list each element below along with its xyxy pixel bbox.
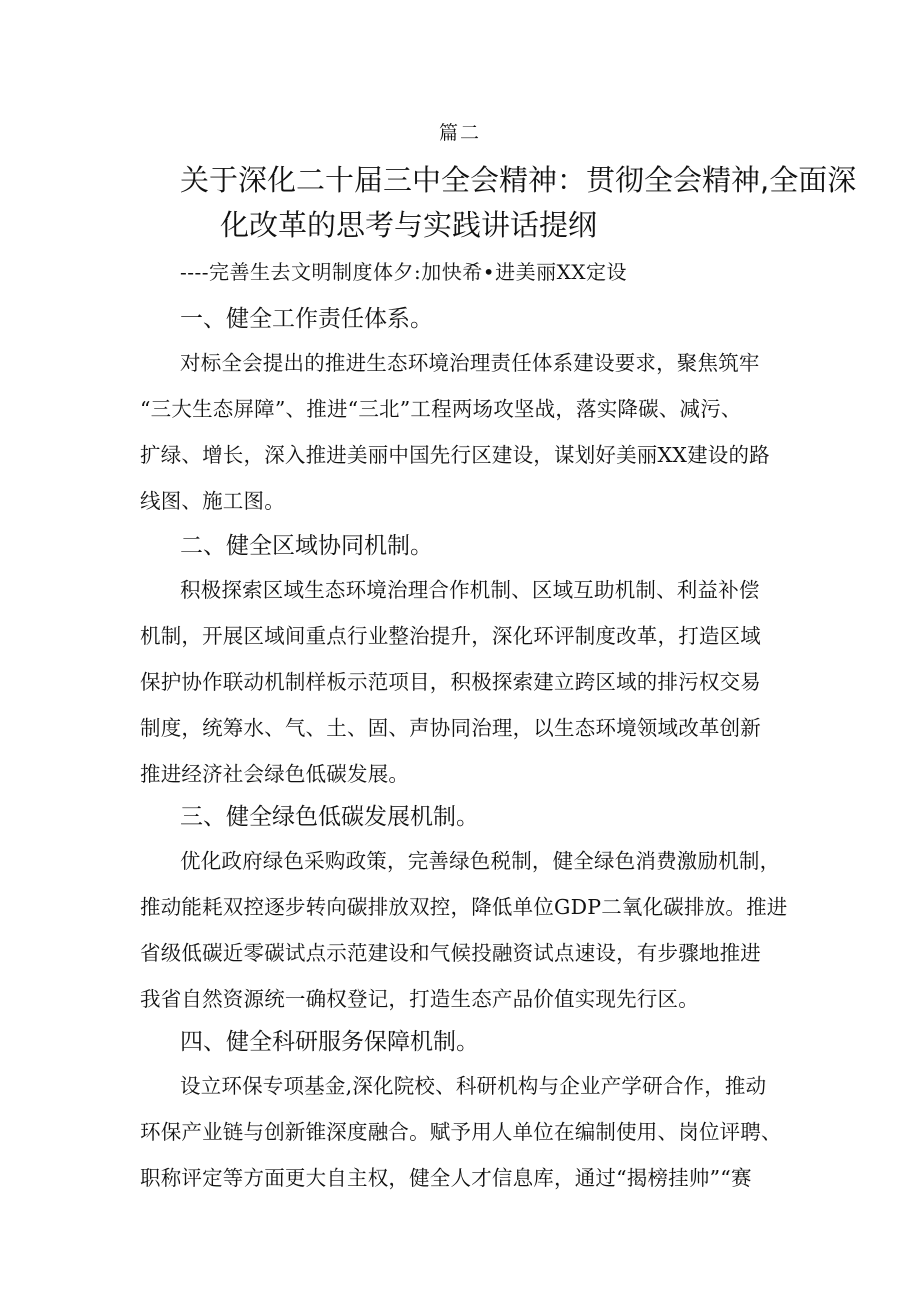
paragraph-line: 我省自然资源统一确权登记，打造生态产品价值实现先行区。 xyxy=(140,987,699,1011)
section-label: 篇二 xyxy=(438,122,481,144)
title-line-2: 化改革的思考与实践讲话提纲 xyxy=(220,208,598,242)
paragraph-line: 环保产业链与创新锥深度融合。赋予用人单位在编制使用、岗位评聘、 xyxy=(140,1120,782,1144)
paragraph-line: 线图、施工图。 xyxy=(140,489,285,513)
paragraph-line: 优化政府绿色采购政策，完善绿色税制，健全绿色消费激励机制， xyxy=(180,849,781,873)
paragraph-line: 推动能耗双控逐步转向碳排放双控，降低单位GDP二氧化碳排放。推进 xyxy=(140,895,788,919)
paragraph-line: 扩绿、增长，深入推进美丽中国先行区建设，谋划好美丽XX建设的路 xyxy=(140,443,770,467)
paragraph-line: 设立环保专项基金,深化院校、科研机构与企业产学研合作，推动 xyxy=(180,1074,767,1098)
paragraph-line: 职称评定等方面更大自主权，健全人才信息库，通过“揭榜挂帅”“赛 xyxy=(140,1166,752,1190)
section-heading: 一、健全工作责任体系。 xyxy=(180,306,433,332)
paragraph-line: 推进经济社会绿色低碳发展。 xyxy=(140,762,410,786)
section-heading: 四、健全科研服务保障机制。 xyxy=(180,1029,479,1055)
section-heading: 三、健全绿色低碳发展机制。 xyxy=(180,804,479,830)
subtitle: ----完善生去文明制度体夕:加快希•进美丽XX定设 xyxy=(180,260,628,284)
paragraph-line: 制度，统筹水、气、土、固、声协同治理，以生态环境领域改革创新 xyxy=(140,716,761,740)
paragraph-line: 对标全会提出的推进生态环境治理责任体系建设要求，聚焦筑牢 xyxy=(180,351,760,375)
title-line-1: 关于深化二十届三中全会精神：贯彻全会精神,全面深 xyxy=(180,163,857,197)
paragraph-line: 积极探索区域生态环境治理合作机制、区域互助机制、利益补偿 xyxy=(180,578,760,602)
paragraph-line: 保护协作联动机制样板示范项目，积极探索建立跨区域的排污权交易 xyxy=(140,670,761,694)
section-heading: 二、健全区域协同机制。 xyxy=(180,533,433,559)
paragraph-line: 省级低碳近零碳试点示范建设和气候投融资试点速设，有步骤地推进 xyxy=(140,941,761,965)
paragraph-line: “三大生态屏障”、推进“三北”工程两场攻坚战，落实降碳、减污、 xyxy=(140,397,742,421)
paragraph-line: 机制，开展区域间重点行业整治提升，深化环评制度改革，打造区域 xyxy=(140,624,761,648)
